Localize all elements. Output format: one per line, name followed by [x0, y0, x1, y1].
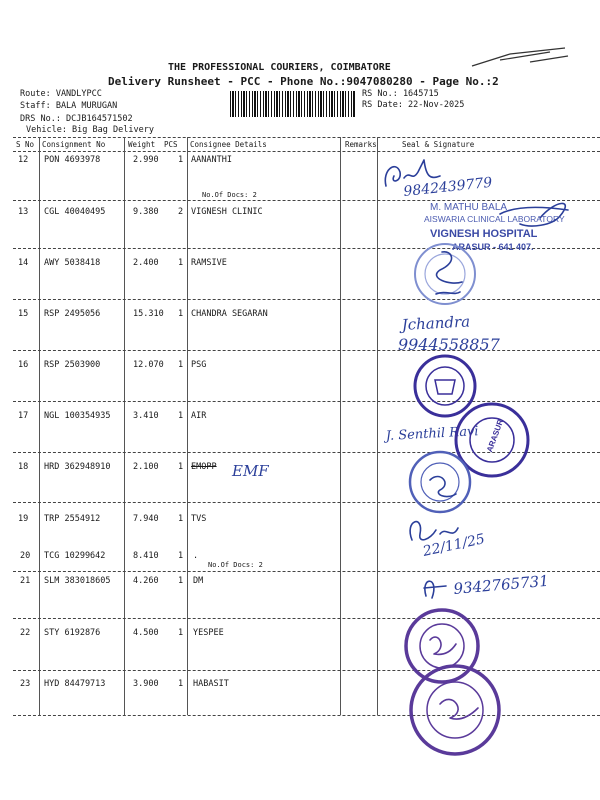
staff-label: Staff: BALA MURUGAN — [20, 101, 118, 111]
row-rule — [13, 502, 600, 503]
col-divider — [187, 137, 188, 715]
row-rule — [13, 571, 600, 572]
row-rule — [13, 618, 600, 619]
row-pcs: 1 — [178, 628, 184, 638]
row-consignment: SLM 383018605 — [44, 576, 111, 586]
row-sno: 17 — [18, 411, 29, 421]
col-divider — [340, 137, 341, 715]
row-consignment: TCG 10299642 — [44, 551, 106, 561]
row-sno: 15 — [18, 309, 29, 319]
row-consignee: . — [193, 551, 199, 561]
row-pcs: 1 — [178, 309, 184, 319]
row-sno: 13 — [18, 207, 29, 217]
row-pcs: 1 — [178, 155, 184, 165]
row-pcs: 1 — [178, 462, 184, 472]
row-docs-note: No.Of Docs: 2 — [208, 561, 263, 569]
row-consignment: RSP 2503900 — [44, 360, 101, 370]
row17-name: J. Senthil Ravi — [385, 424, 479, 444]
row-rule — [13, 200, 600, 201]
row-consignment: HRD 362948910 — [44, 462, 111, 472]
row-weight: 7.940 — [133, 514, 159, 524]
col-divider — [39, 137, 40, 715]
stamp-lab-name: M. MATHU BALA — [430, 202, 508, 213]
row-consignment: STY 6192876 — [44, 628, 101, 638]
row-weight: 2.100 — [133, 462, 159, 472]
vehicle-label: Vehicle: Big Bag Delivery — [26, 125, 154, 135]
row-pcs: 1 — [178, 576, 184, 586]
row-rule — [13, 350, 600, 351]
row-docs-note: No.Of Docs: 2 — [202, 191, 257, 199]
row-consignee: CHANDRA SEGARAN — [191, 309, 268, 319]
row-sno: 21 — [20, 576, 31, 586]
top-right-scribble — [470, 44, 570, 74]
row-sno: 14 — [18, 258, 29, 268]
row-consignee: AANANTHI — [191, 155, 232, 165]
row-consignee: TVS — [191, 514, 207, 524]
row-consignee: VIGNESH CLINIC — [191, 207, 263, 217]
row-pcs: 1 — [178, 514, 184, 524]
row-consignment: AWY 5038418 — [44, 258, 101, 268]
row-sno: 18 — [18, 462, 29, 472]
row-pcs: 1 — [178, 679, 184, 689]
header-bottom-rule — [13, 151, 600, 152]
hospital-stamp — [424, 202, 565, 252]
stamp-lab-line: AISWARIA CLINICAL LABORATORY — [424, 214, 565, 224]
row-pcs: 2 — [178, 207, 184, 217]
drs-number: DRS No.: DCJB164571502 — [20, 114, 133, 124]
row-sno: 22 — [20, 628, 31, 638]
row-weight: 4.260 — [133, 576, 159, 586]
col-consignee: Consignee Details — [190, 140, 267, 149]
row-weight: 15.310 — [133, 309, 164, 319]
col-weight: Weight — [128, 140, 156, 149]
row-weight: 4.500 — [133, 628, 159, 638]
barcode — [230, 91, 356, 117]
row21-phone: 9342765731 — [452, 571, 550, 598]
row-rule — [13, 248, 600, 249]
row-consignee: RAMSIVE — [191, 258, 227, 268]
row-weight: 3.410 — [133, 411, 159, 421]
row-consignment: CGL 40040495 — [44, 207, 106, 217]
row12-phone: 9842439779 — [402, 174, 494, 200]
row-consignment: HYD 84479713 — [44, 679, 106, 689]
col-seal: Seal & Signature — [402, 140, 475, 149]
row19-date: 22/11/25 — [421, 531, 487, 560]
company-name: THE PROFESSIONAL COURIERS, COIMBATORE — [168, 62, 391, 73]
table-top-rule — [13, 137, 600, 138]
row-pcs: 1 — [178, 360, 184, 370]
row-consignment: RSP 2495056 — [44, 309, 101, 319]
row-rule — [13, 670, 600, 671]
row-pcs: 1 — [178, 258, 184, 268]
row-consignment: NGL 100354935 — [44, 411, 111, 421]
rs-number: RS No.: 1645715 — [362, 89, 439, 99]
row-consignee: DM — [193, 576, 204, 586]
row-pcs: 1 — [178, 551, 184, 561]
stamp-hospital: VIGNESH HOSPITAL — [430, 228, 538, 240]
row-weight: 12.070 — [133, 360, 164, 370]
row-consignee: HABASIT — [193, 679, 229, 689]
stamp-arasur: ARASUR — [485, 418, 506, 454]
col-sno: S No — [16, 140, 35, 149]
row-weight: 8.410 — [133, 551, 159, 561]
row-rule — [13, 299, 600, 300]
row-rule — [13, 452, 600, 453]
row15-phone: 9944558857 — [398, 335, 500, 354]
row-rule — [13, 401, 600, 402]
col-divider — [124, 137, 125, 715]
row-sno: 20 — [20, 551, 31, 561]
runsheet-subtitle: Delivery Runsheet - PCC - Phone No.:9047080280 - Page No.:2 — [108, 75, 499, 88]
row-consignment: TRP 2554912 — [44, 514, 101, 524]
col-pcs: PCS — [164, 140, 178, 149]
row-weight: 2.990 — [133, 155, 159, 165]
row-pcs: 1 — [178, 411, 184, 421]
row-weight: 3.900 — [133, 679, 159, 689]
route-label: Route: VANDLYPCC — [20, 89, 102, 99]
row-consignee: YESPEE — [193, 628, 224, 638]
col-remarks: Remarks — [345, 140, 377, 149]
row-weight: 2.400 — [133, 258, 159, 268]
rs-date: RS Date: 22-Nov-2025 — [362, 100, 465, 110]
row-weight: 9.380 — [133, 207, 159, 217]
stamp-hospital-address: ARASUR - 641 407. — [452, 242, 534, 252]
row-consignment: PON 4693978 — [44, 155, 101, 165]
row-sno: 12 — [18, 155, 29, 165]
row18-correction: EMF — [232, 462, 269, 480]
col-divider — [377, 137, 378, 715]
table-bottom-rule — [13, 715, 600, 716]
col-consignment: Consignment No — [42, 140, 106, 149]
row-sno: 19 — [18, 514, 29, 524]
row15-name: Jchandra — [401, 312, 471, 334]
row-consignee: AIR — [191, 411, 207, 421]
row-sno: 23 — [20, 679, 31, 689]
row-consignee: PSG — [191, 360, 207, 370]
row-sno: 16 — [18, 360, 29, 370]
row-consignee: EMOPP — [191, 462, 217, 472]
